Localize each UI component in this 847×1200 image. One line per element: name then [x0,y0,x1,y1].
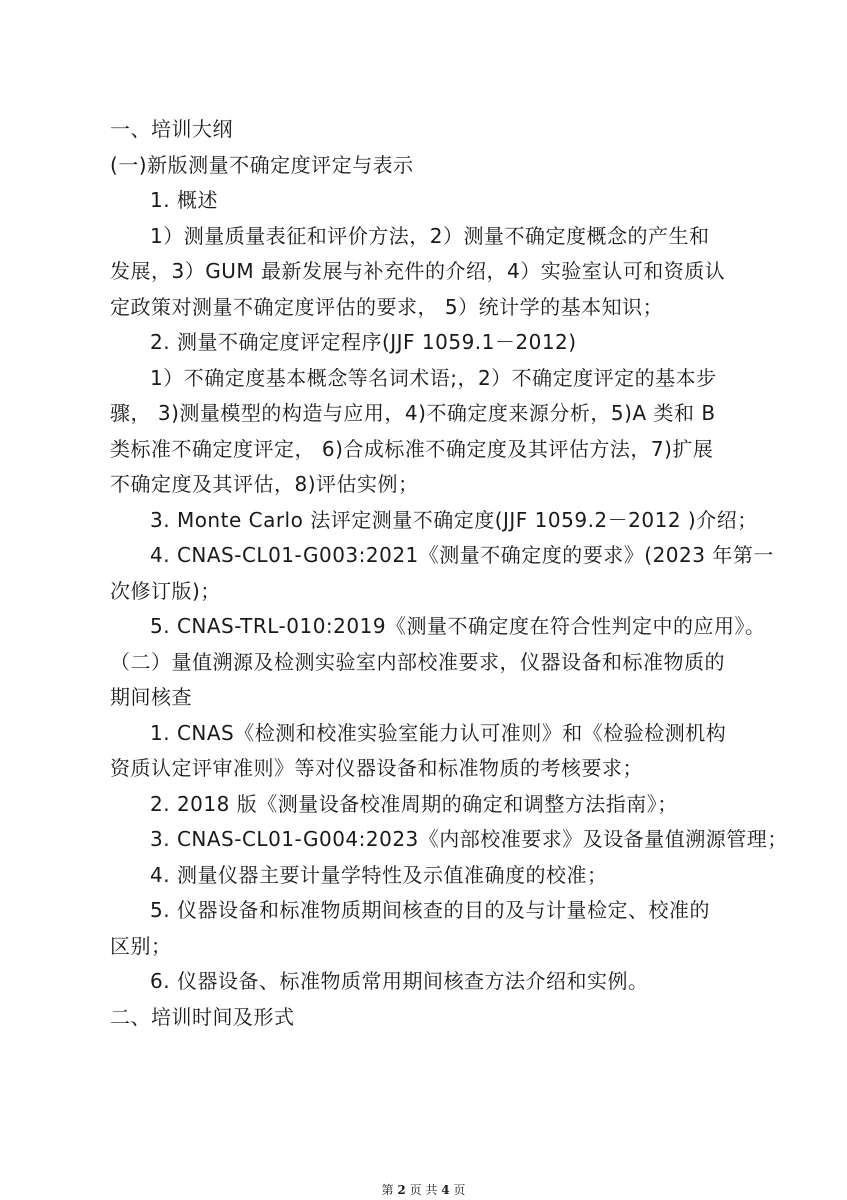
paragraph-line: 次修订版)； [110,578,221,603]
list-item-heading: 1. 概述 [150,188,218,212]
list-item-heading: 2. 测量不确定度评定程序(JJF 1059.1－2012) [150,330,577,354]
list-item: 2. 2018 版《测量设备校准周期的确定和调整方法指南》； [150,791,678,816]
paragraph-line: 发展，3）GUM 最新发展与补充件的介绍，4）实验室认可和资质认 [110,259,726,283]
list-item: 5. CNAS-TRL-010:2019《测量不确定度在符合性判定中的应用》。 [150,614,766,638]
paragraph-line: 不确定度及其评估，8)评估实例； [110,472,419,496]
list-item: 4. CNAS-CL01-G003:2021《测量不确定度的要求》(2023 年第一 [150,543,774,567]
paragraph-line: 1）不确定度基本概念等名词术语;，2）不确定度评定的基本步 [150,365,717,390]
list-item: 3. Monte Carlo 法评定测量不确定度(JJF 1059.2－2012 )介绍； [150,507,758,532]
paragraph-line: 1）测量质量表征和评价方法，2）测量不确定度概念的产生和 [150,223,710,248]
footer-prefix: 第 [381,1183,394,1197]
list-item: 6. 仪器设备、标准物质常用期间核查方法介绍和实例。 [150,969,649,993]
section-heading: 二、培训时间及形式 [110,1004,295,1029]
footer-total-pages: 4 [441,1183,450,1197]
document-body [110,112,788,1035]
list-item: 5. 仪器设备和标准物质期间核查的目的及与计量检定、校准的 [150,898,710,922]
list-item: 1. CNAS《检测和校准实验室能力认可准则》和《检验检测机构 [150,720,727,745]
paragraph-line: 定政策对测量不确定度评估的要求， 5）统计学的基本知识； [110,294,664,319]
footer-middle: 页 共 [409,1183,438,1197]
list-item: 3. CNAS-CL01-G004:2023《内部校准要求》及设备量值溯源管理； [150,827,788,851]
section-heading: 一、培训大纲 [110,117,233,141]
footer-suffix: 页 [453,1183,466,1197]
paragraph-line: 区别； [110,933,172,958]
subsection-heading: （二）量值溯源及检测实验室内部校准要求，仪器设备和标准物质的 [110,649,725,674]
subsection-heading: 期间核查 [110,685,192,709]
paragraph-line: 骤， 3)测量模型的构造与应用，4)不确定度来源分析，5)A 类和 B [110,401,716,425]
subsection-heading: (一)新版测量不确定度评定与表示 [110,152,414,177]
paragraph-line: 类标准不确定度评定， 6)合成标准不确定度及其评估方法，7)扩展 [110,436,714,461]
paragraph-line: 资质认定评审准则》等对仪器设备和标准物质的考核要求； [110,756,643,780]
footer-page-number: 2 [397,1183,406,1197]
page-footer [0,1183,847,1197]
list-item: 4. 测量仪器主要计量学特性及示值准确度的校准； [150,862,608,887]
